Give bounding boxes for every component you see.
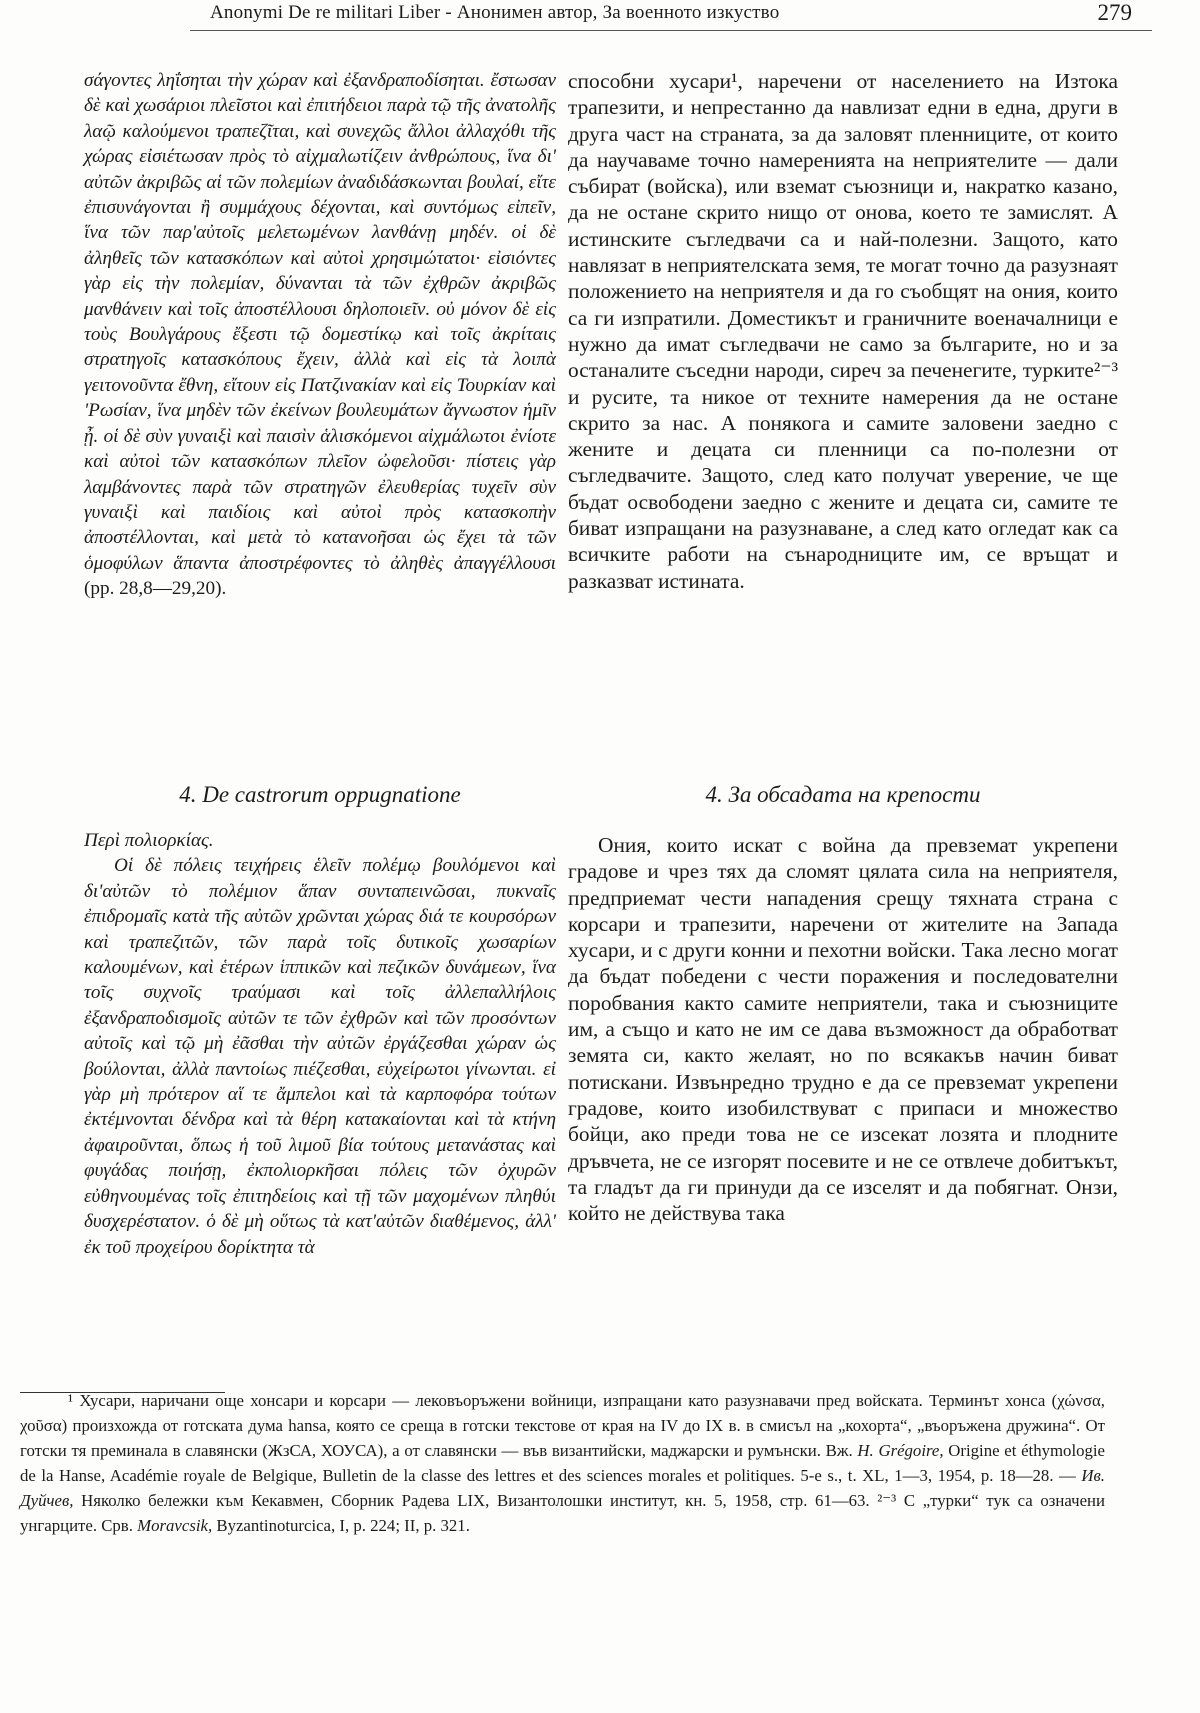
bulgarian-paragraph: способни хусари¹, наречени от населението на Изтока трапезити, и непрестанно да навлизат едни в една, други в друга част на страната, за да заловят пленниците, от които да научаваме точно намеренията на неприятелите — дали събират (войска), или вземат съюзници и, накратко казано, да не остане скрито нищо от онова, което те замислят. А истинските съгледвачи са и най-полезни. Защото, като навлязат в неприятелската земя, те могат точно да разузнаят положението на неприятеля и да го съобщят на ония, които са ги изпратили. Доместикът и граничните военачалници е нужно да имат съгледвачи не само за българите, но и за останалите съседни народи, сиреч за печенегите, турките²⁻³ и русите, та никое от техните намерения да не остане скрито за нас. А понякога и самите заловени заедно с жените и децата си пленници са по-полезни от съгледвачите. Защото, след като получат уверение, че ще бъдат освободени заедно с жените и децата си, самите те биват изпращани на разузнаване, а след като огледат как са всичките работи на сънародниците им, се връщат и разказват истината. [568,69,1118,593]
greek-paragraph-siege: Οἱ δὲ πόλεις τειχήρεις ἑλεῖν πολέμῳ βουλόμενοι καὶ δι'αὐτῶν τὸ πολέμιον ἅπαν συνταπεινῶσαι, πυκναῖς ἐπιδρομαῖς κατὰ τῆς αὐτῶν χρῶνται χώρας διά τε κουρσόρων καὶ τραπεζιτῶν, τῶν παρὰ τοῖς δυτικοῖς χωσαρίων καλουμένων, καὶ ἑτέρων ἱππικῶν καὶ πεζικῶν δυνάμεων, ἵνα τοῖς συχνοῖς τραύμασι καὶ τοῖς ἀλλεπαλλήλοις ἐξανδραποδισμοῖς αὐτῶν τε τῶν ἐχθρῶν καὶ τῶν προσόντων αὐτοῖς καὶ τῷ μὴ ἐᾶσθαι τὴν αὐτῶν ἐργάζεσθαι χώραν ὡς βούλονται, ἀλλὰ παντοίως πιέζεσθαι, εὐχείρωτοι γίνωνται. εἰ γὰρ μὴ πρότερον αἵ τε ἄμπελοι καὶ τὰ καρποφόρα τούτων ἐκτέμνονται δένδρα καὶ τὰ θέρη κατακαίονται καὶ τὰ κτήνη ἀφαιροῦνται, ὅπως ἡ τοῦ λιμοῦ βία τούτους μετανάστας καὶ φυγάδας ποιήσῃ, ἐκπολιορκῆσαι πόλεις τῶν ὀχυρῶν εὐθηνουμένας τοῖς ἐπιτηδείοις καὶ τῇ τῶν μαχομένων πληθύι δυσχερέστατον. ὁ δὲ μὴ οὕτως τὰ κατ'αὐτῶν διαθέμενος, ἀλλ' ἐκ τοῦ προχείρου δορίκτητα τὰ [84,855,556,1258]
bulgarian-column-lower [568,832,1118,1226]
greek-section-heading: Περὶ πολιορκίας. [84,830,214,851]
footnote-author: Moravcsik, [137,1516,213,1535]
section-title-bulgarian: 4. За обсадата на крепости [705,782,981,807]
bulgarian-column-upper [568,68,1118,594]
greek-page-reference: (pp. 28,8—29,20). [84,578,227,600]
running-head: Anonymi De re militari Liber - Анонимен автор, За военното изкуство [210,2,780,23]
page-number: 279 [1097,0,1132,25]
footnote-1-text-a: ¹ Хусари, наричани още хонсари и корсари — лековъоръжени войници, изпращани като разузнавачи пред войската. Терминът хонса (χώνσα, χοῦσα) произхожда от готската дума hansa, която се среща в готски текстове от края на IV до IX в. в смисъл на „кохорта“, „въоръжена дружина“. От готски тя преминала в славянски (ЖзСА, ХОУСА), а от славянски — във византийски, маджарски и румънски. Вж. [20,1391,1105,1460]
header-rule [190,30,1152,31]
bulgarian-paragraph-siege: Ония, които искат с война да превземат укрепени градове и чрез тях да сломят цялата сила на неприятеля, предприемат чести нападения срещу тяхната страна с корсари и трапезити, наречени от жителите на Запада хусари, и с други конни и пехотни войски. Така лесно могат да бъдат победени с чести поражения и последователни поробвания както самите неприятели, така и съюзниците им, а също и като не им се дава възможност да обработват земята си, както желаят, но по всякакъв начин биват потискани. Извънредно трудно е да се превземат укрепени градове, които изобилствуват с припаси и множество бойци, ако преди това не се изсекат лозята и плодните дръвчета, не се изгорят посевите и не се отвлече добитъкът, та гладът да ги принуди да се изселят и да побягнат. Онзи, който не действува така [568,833,1118,1226]
section-title-latin: 4. De castrorum oppugnatione [179,782,461,807]
page-header [190,0,1152,40]
footnote-author: H. Grégoire, [857,1441,944,1460]
footnote-author: Ив. Дуйчев, [20,1466,1105,1510]
footnote-1-text-c: Няколко бележки към Кекавмен, Сборник Радева LIX, Византолошки институт, кн. 5, 1958, стр. 61—63. [81,1491,870,1510]
greek-text-upper [84,68,556,602]
greek-paragraph: σάγοντες ληΐσηται τὴν χώραν καὶ ἐξανδραποδίσηται. ἔστωσαν δὲ καὶ χωσάριοι πλεῖστοι καὶ ἐπιτήδειοι παρὰ τῷ τῆς ἀνατολῆς λαῷ καλούμενοι τραπεζῖται, καὶ συνεχῶς ἄλλοι ἀλλαχόθι τῆς χώρας εἰσιέτωσαν πρὸς τὸ αἰχμαλωτίζειν ἀνθρώπους, ἵνα δι' αὐτῶν ἀκριβῶς αἱ τῶν πολεμίων ἀναδιδάσκωνται βουλαί, εἴτε ἐπισυνάγονται ἢ συμμάχους δέχονται, καὶ συντόμως εἰπεῖν, ἵνα τῶν παρ'αὐτοῖς μελετωμένων λανθάνῃ μηδέν. οἱ δὲ ἀληθεῖς τῶν κατασκόπων καὶ αὐτοὶ χρησιμώτατοι· εἰσιόντες γὰρ εἰς τὴν πολεμίαν, δύνανται τὰ τῶν ἐχθρῶν ἀκριβῶς μανθάνειν καὶ τοῖς ἀποστέλλουσι δηλοποιεῖν. οὐ μόνον δὲ εἰς τοὺς Βουλγάρους ἔξεστι τῷ δομεστίκῳ καὶ τοῖς ἀκρίταις στρατηγοῖς κατασκόπους ἔχειν, ἀλλὰ καὶ εἰς τὰ λοιπὰ γειτονοῦντα ἔθνη, εἴτουν εἰς Πατζινακίαν καὶ εἰς Τουρκίαν καὶ 'Ρωσίαν, ἵνα μηδὲν τῶν ἐκείνων βουλευμάτων ἄγνωστον ἡμῖν ᾖ. οἱ δὲ σὺν γυναιξὶ καὶ παισὶν ἁλισκόμενοι αἰχμάλωτοι ἐνίοτε καὶ αὐτοὶ τῶν κατασκόπων πλεῖον ὠφελοῦσι· πίστεις γὰρ λαμβάνοντες παρὰ τῶν στρατηγῶν ἐλευθερίας τυχεῖν σὺν γυναιξὶ καὶ παιδίοις καὶ αὐτοὶ πρὸς κατασκοπὴν ἀποστέλλονται, καὶ μετὰ τὸ κατανοῆσαι ὡς ἔχει τὰ τῶν ὁμοφύλων ἅπαντα ἀποστρέφοντες τὸ ἀληθὲς ἀπαγγέλλουσι [84,70,556,574]
footnotes [20,1388,1105,1538]
footnote-1 [20,1388,1105,1538]
greek-column-upper [84,68,556,602]
greek-column-lower [84,828,556,1260]
footnote-1-text-b: Origine et éthymologie de la Hanse, Académie royale de Belgique, Bulletin de la classe des lettres et des sciences morales et politiques. 5-e s., t. XL, 1—3, 1954, p. 18—28. — [20,1441,1105,1485]
footnote-2-3-text: ²⁻³ С „турки“ тук са означени унгарците. Срв. [20,1491,1106,1535]
footnote-2-3-text-b: Byzantinoturcica, I, p. 224; II, p. 321. [216,1516,470,1535]
